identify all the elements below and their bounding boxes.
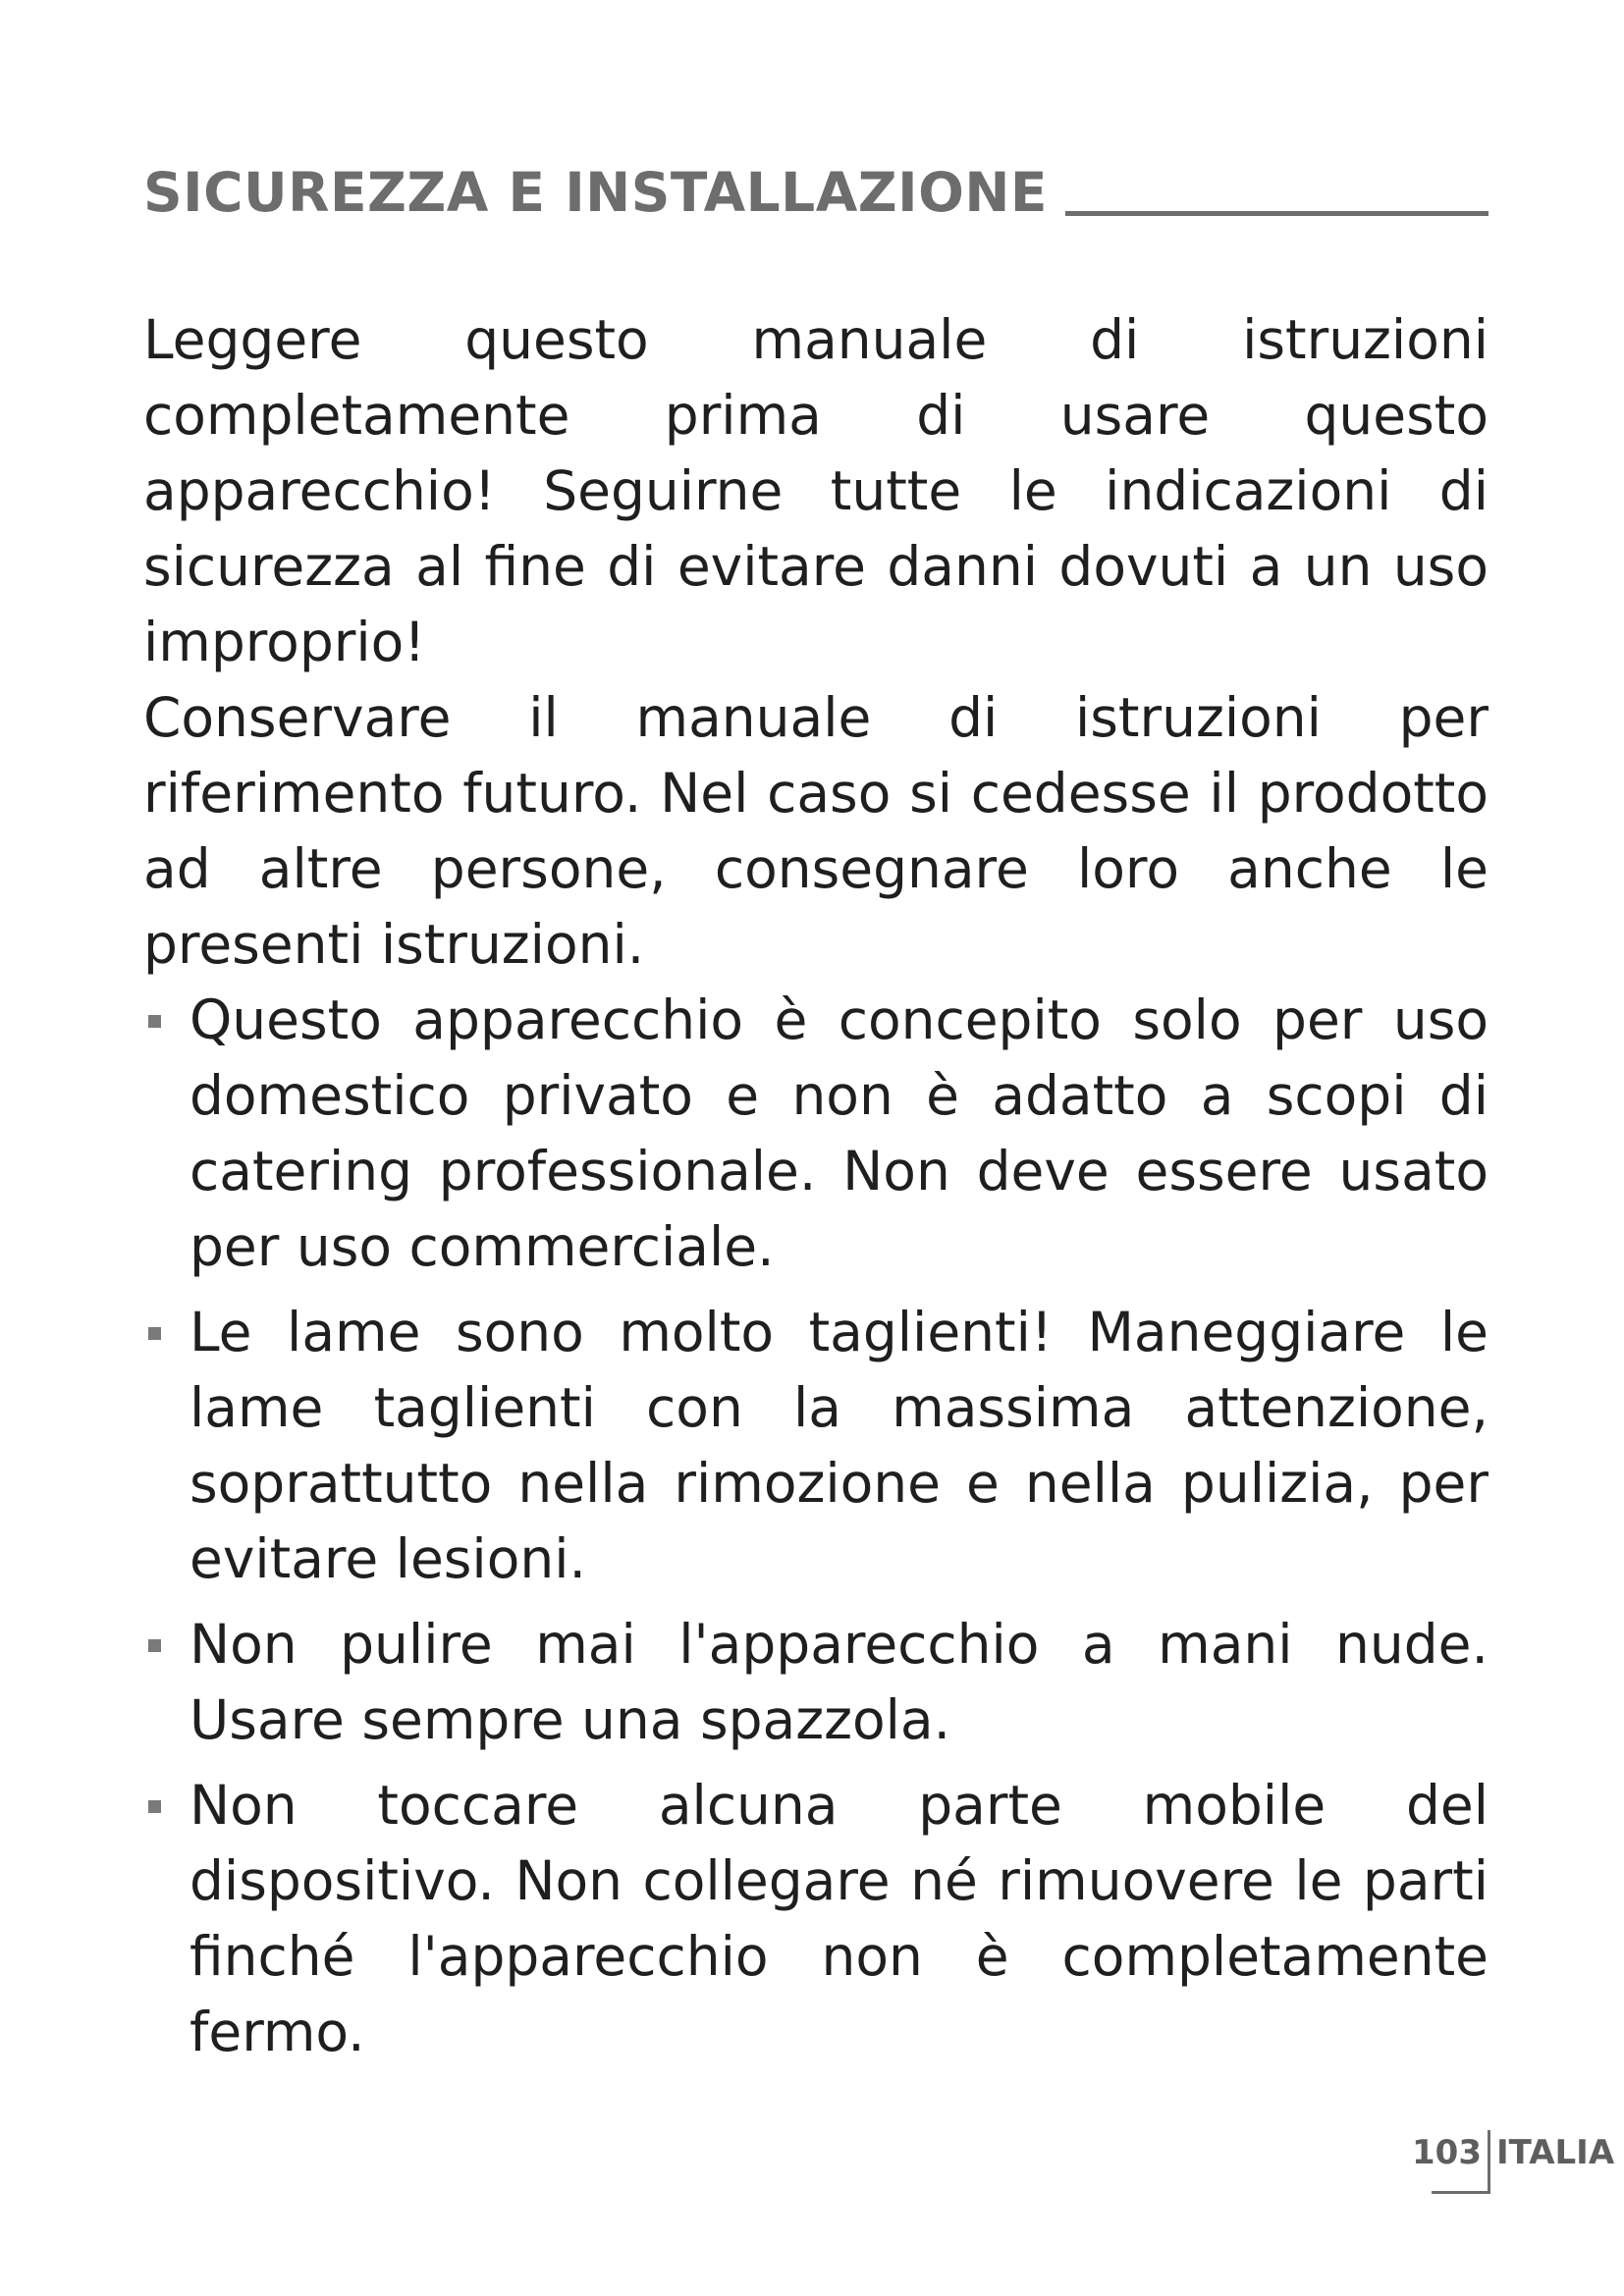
list-item-text: Questo apparecchio è concepito solo per uso domestico privato e non è adatto a scopi di catering professionale. Non deve essere usato per uso commerciale. <box>189 988 1489 1278</box>
footer-divider <box>1488 2130 1490 2193</box>
square-bullet-icon <box>148 1800 161 1813</box>
list-item <box>143 1768 1489 2070</box>
square-bullet-icon <box>148 1327 161 1340</box>
language-label: ITALIA <box>1496 2133 1615 2172</box>
section-heading <box>143 141 1489 224</box>
page-number: 103 <box>1412 2133 1482 2172</box>
page-footer <box>1412 2130 1615 2209</box>
list-item-text: Non pulire mai l'apparecchio a mani nude. Usare sempre una spazzola. <box>189 1613 1489 1751</box>
square-bullet-icon <box>148 1015 161 1028</box>
safety-list <box>143 983 1489 2070</box>
intro-paragraph: Leggere questo manuale di istruzioni completamente prima di usare questo apparecchio! Seguirne tutte le indicazioni di sicurezza al fine di evitare danni dovuti a un uso improprio! <box>143 308 1489 673</box>
intro-paragraph: Conservare il manuale di istruzioni per riferimento futuro. Nel caso si cedesse il prodotto ad altre persone, consegnare loro anche le presenti istruzioni. <box>143 686 1489 976</box>
list-item <box>143 1295 1489 1597</box>
list-item <box>143 1607 1489 1758</box>
heading-underline <box>1065 211 1489 216</box>
page-body <box>143 302 1489 2080</box>
section-title: SICUREZZA E INSTALLAZIONE <box>143 161 1048 224</box>
list-item <box>143 983 1489 1285</box>
square-bullet-icon <box>148 1639 161 1652</box>
list-item-text: Non toccare alcuna parte mobile del dispositivo. Non collegare né rimuovere le parti finché l'apparecchio non è completamente fermo. <box>189 1774 1489 2063</box>
list-item-text: Le lame sono molto taglienti! Maneggiare le lame taglienti con la massima attenzione, soprattutto nella rimozione e nella pulizia, per evitare lesioni. <box>189 1301 1489 1590</box>
intro-block <box>143 302 1489 983</box>
footer-divider <box>1432 2191 1490 2194</box>
